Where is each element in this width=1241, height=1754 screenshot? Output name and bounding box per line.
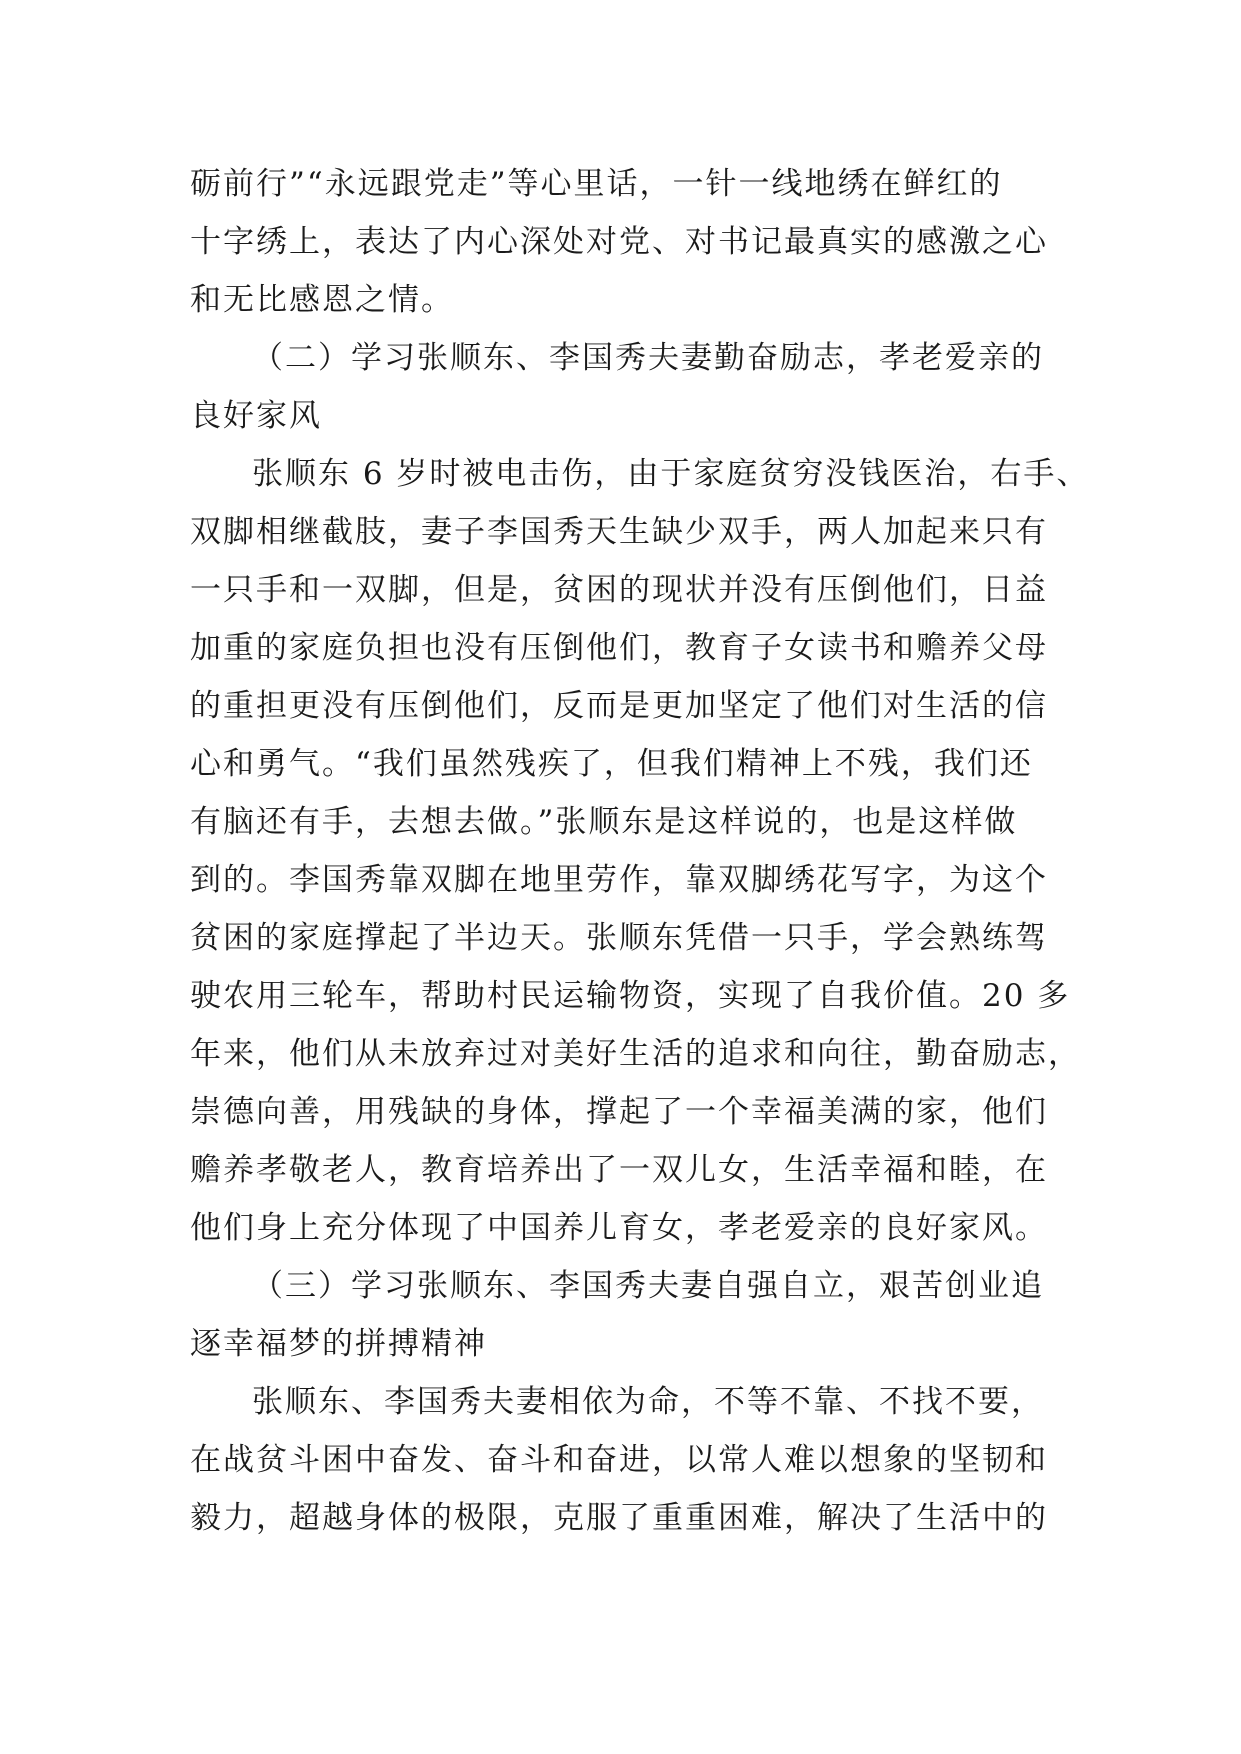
paragraph-continued xyxy=(190,155,1050,329)
paragraph-2 xyxy=(190,445,1090,1257)
text-line: 加重的家庭负担也没有压倒他们，教育子女读书和赡养父母 xyxy=(190,630,1048,666)
document-body xyxy=(190,155,1090,1547)
text-line: 贫困的家庭撑起了半边天。张顺东凭借一只手，学会熟练驾 xyxy=(190,920,1048,956)
text-line: 的重担更没有压倒他们，反而是更加坚定了他们对生活的信 xyxy=(190,688,1048,724)
text-line: 年来，他们从未放弃过对美好生活的追求和向往，勤奋励志， xyxy=(190,1036,1081,1072)
text-line: 毅力，超越身体的极限，克服了重重困难，解决了生活中的 xyxy=(190,1500,1048,1536)
text-line: 砺前行”“永远跟党走”等心里话，一针一线地绣在鲜红的 xyxy=(190,166,1003,202)
heading-line: （三）学习张顺东、李国秀夫妻自强自立，艰苦创业追 xyxy=(252,1268,1044,1304)
text-line: 双脚相继截肢，妻子李国秀天生缺少双手，两人加起来只有 xyxy=(190,514,1048,550)
text-line: 驶农用三轮车，帮助村民运输物资，实现了自我价值。20 多 xyxy=(190,978,1071,1014)
section-heading-2 xyxy=(190,329,1050,445)
text-line: 到的。李国秀靠双脚在地里劳作，靠双脚绣花写字，为这个 xyxy=(190,862,1048,898)
heading-line: （二）学习张顺东、李国秀夫妻勤奋励志，孝老爱亲的 xyxy=(252,340,1044,376)
text-line: 崇德向善，用残缺的身体，撑起了一个幸福美满的家，他们 xyxy=(190,1094,1048,1130)
text-line: 十字绣上，表达了内心深处对党、对书记最真实的感激之心 xyxy=(190,224,1048,260)
text-line: 赡养孝敬老人，教育培养出了一双儿女，生活幸福和睦，在 xyxy=(190,1152,1048,1188)
text-line: 张顺东、李国秀夫妻相依为命，不等不靠、不找不要， xyxy=(252,1384,1044,1420)
text-line: 一只手和一双脚，但是，贫困的现状并没有压倒他们，日益 xyxy=(190,572,1048,608)
text-line: 他们身上充分体现了中国养儿育女，孝老爱亲的良好家风。 xyxy=(190,1210,1048,1246)
text-line: 有脑还有手，去想去做。”张顺东是这样说的，也是这样做 xyxy=(190,804,1018,840)
heading-line: 良好家风 xyxy=(190,398,322,434)
text-line: 心和勇气。“我们虽然残疾了，但我们精神上不残，我们还 xyxy=(190,746,1033,782)
text-line: 和无比感恩之情。 xyxy=(190,282,454,318)
paragraph-3 xyxy=(190,1373,1050,1547)
text-line: 在战贫斗困中奋发、奋斗和奋进，以常人难以想象的坚韧和 xyxy=(190,1442,1048,1478)
section-heading-3 xyxy=(190,1257,1050,1373)
heading-line: 逐幸福梦的拼搏精神 xyxy=(190,1326,487,1362)
text-line: 张顺东 6 岁时被电击伤，由于家庭贫穷没钱医治，右手、 xyxy=(252,456,1090,492)
